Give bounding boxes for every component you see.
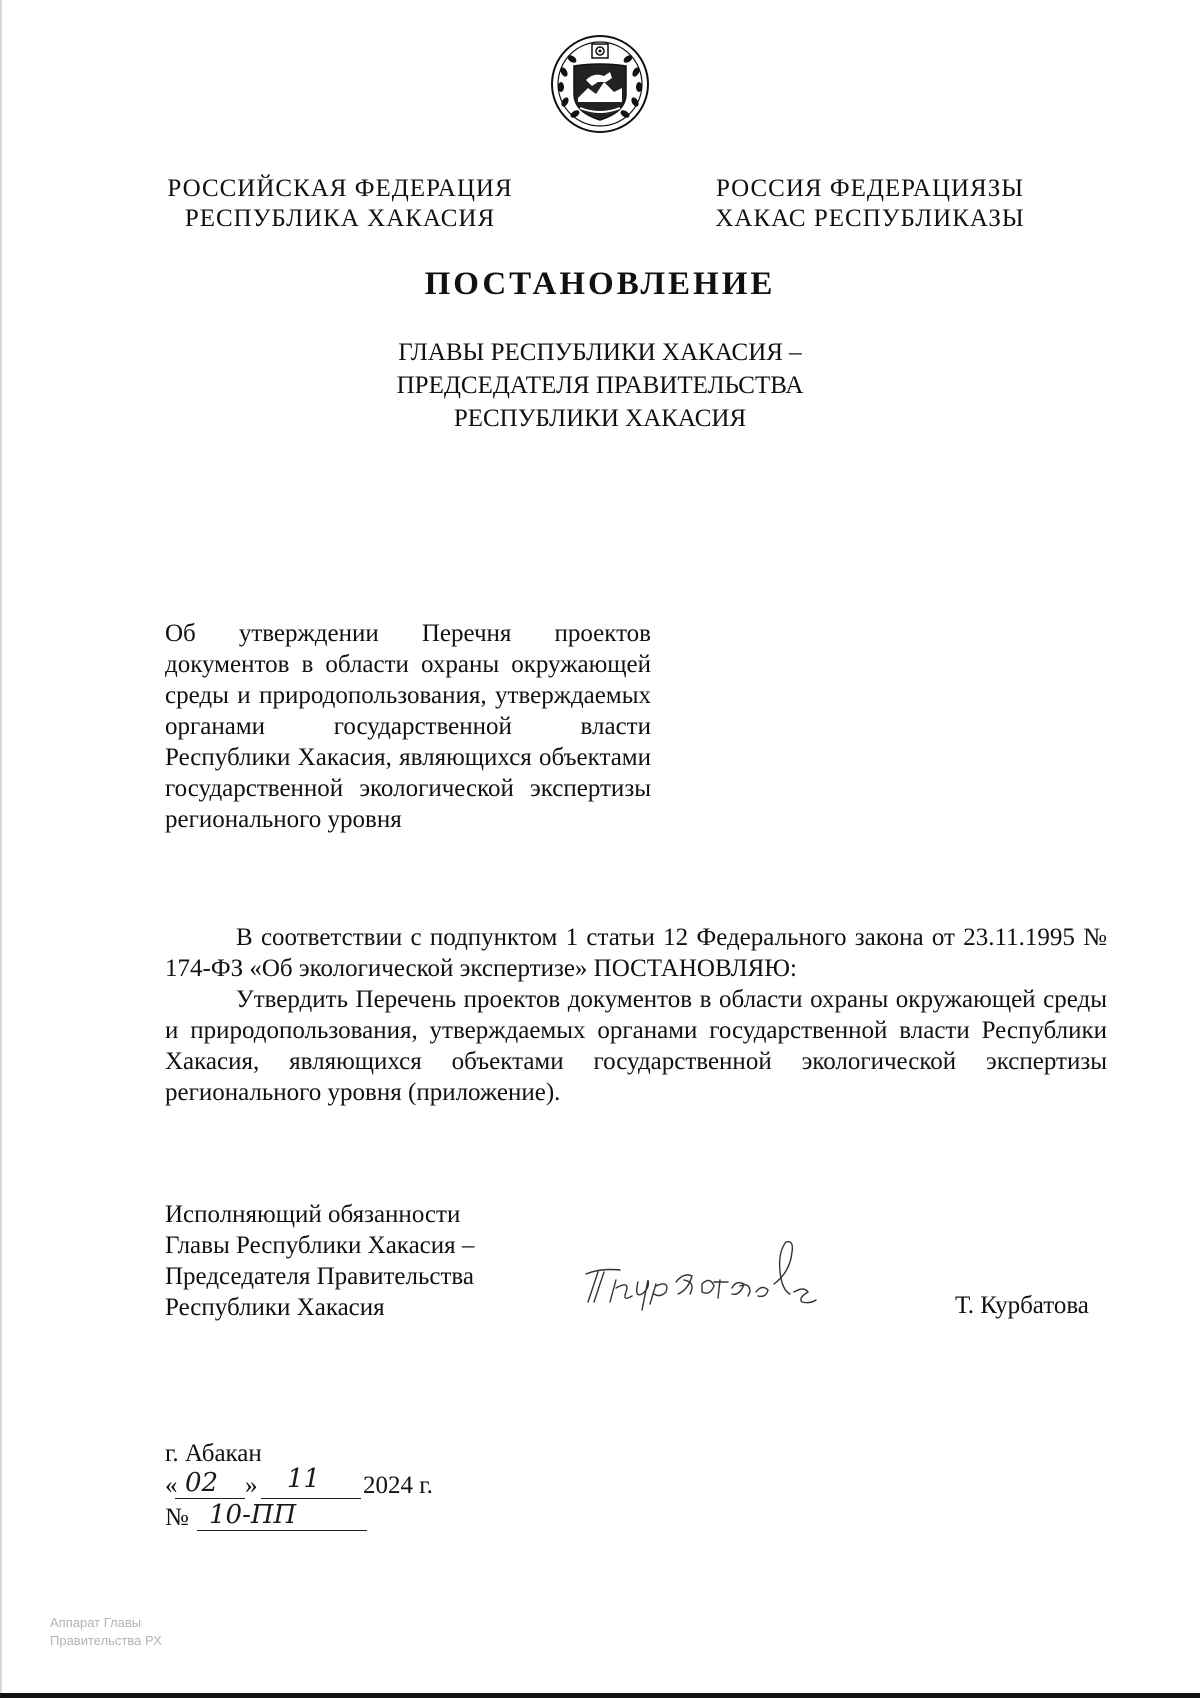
subtitle-line2: ПРЕДСЕДАТЕЛЯ ПРАВИТЕЛЬСТВА <box>396 372 804 399</box>
subtitle-line1: ГЛАВЫ РЕСПУБЛИКИ ХАКАСИЯ – <box>398 339 802 366</box>
document-title: ПОСТАНОВЛЕНИЕ <box>424 266 776 302</box>
number-underline <box>197 1530 367 1531</box>
signer-name: Т. Курбатова <box>955 1292 1089 1319</box>
document-body <box>165 922 1107 1108</box>
place-of-signing: г. Абакан <box>165 1440 262 1467</box>
faint-stamp-text <box>50 1614 162 1650</box>
signer-position-line3: Председателя Правительства <box>165 1263 474 1290</box>
header-right-line1: РОССИЯ ФЕДЕРАЦИЯЗЫ <box>715 175 1025 202</box>
scan-edge-bottom <box>0 1693 1200 1698</box>
date-year: 2024 г. <box>363 1472 433 1499</box>
date-month-handwritten: 11 <box>287 1464 321 1494</box>
document-subtitle <box>0 336 1200 435</box>
subtitle-line3: РЕСПУБЛИКИ ХАКАСИЯ <box>453 405 747 432</box>
date-close-quote: » <box>245 1472 258 1499</box>
coat-of-arms-emblem-icon <box>550 32 650 136</box>
date-month-underline <box>261 1498 361 1499</box>
number-prefix: № <box>165 1504 189 1531</box>
scan-edge-left <box>0 0 2 1698</box>
signer-position-line2: Главы Республики Хакасия – <box>165 1232 475 1259</box>
date-open-quote: « <box>165 1472 178 1499</box>
header-left-line2: РЕСПУБЛИКА ХАКАСИЯ <box>184 205 496 232</box>
header-right-line2: ХАКАС РЕСПУБЛИКАЗЫ <box>715 205 1025 232</box>
signer-position <box>165 1199 474 1323</box>
number-value-handwritten: 10-ПП <box>209 1500 297 1530</box>
signer-position-line4: Республики Хакасия <box>165 1294 385 1321</box>
watermark-line1: Аппарат Главы <box>50 1615 142 1630</box>
header-right <box>670 174 1070 234</box>
body-paragraph-2: Утвердить Перечень проектов документов в области охраны окружающей среды и природопользования, утверждаемых органами государственной власти Республики Хакасия, являющихся объектами государственной экологической экспертизы регионального уровня (приложение). <box>165 986 1107 1106</box>
handwritten-signature <box>580 1232 850 1312</box>
watermark-line2: Правительства РХ <box>50 1633 162 1648</box>
document-subject: Об утверждении Перечня проектов документов в области охраны окружающей среды и природопользования, утверждаемых органами государственной власти Республики Хакасия, являющихся объектами государственной экологической экспертизы регионального уровня <box>165 620 651 833</box>
date-day-underline <box>175 1498 245 1499</box>
header-left <box>150 174 530 234</box>
body-paragraph-1: В соответствии с подпунктом 1 статьи 12 Федерального закона от 23.11.1995 № 174-ФЗ «Об экологической экспертизе» ПОСТАНОВЛЯЮ: <box>165 924 1107 982</box>
date-day-handwritten: 02 <box>185 1468 219 1498</box>
signer-position-line1: Исполняющий обязанности <box>165 1201 461 1228</box>
header-left-line1: РОССИЙСКАЯ ФЕДЕРАЦИЯ <box>167 175 513 202</box>
